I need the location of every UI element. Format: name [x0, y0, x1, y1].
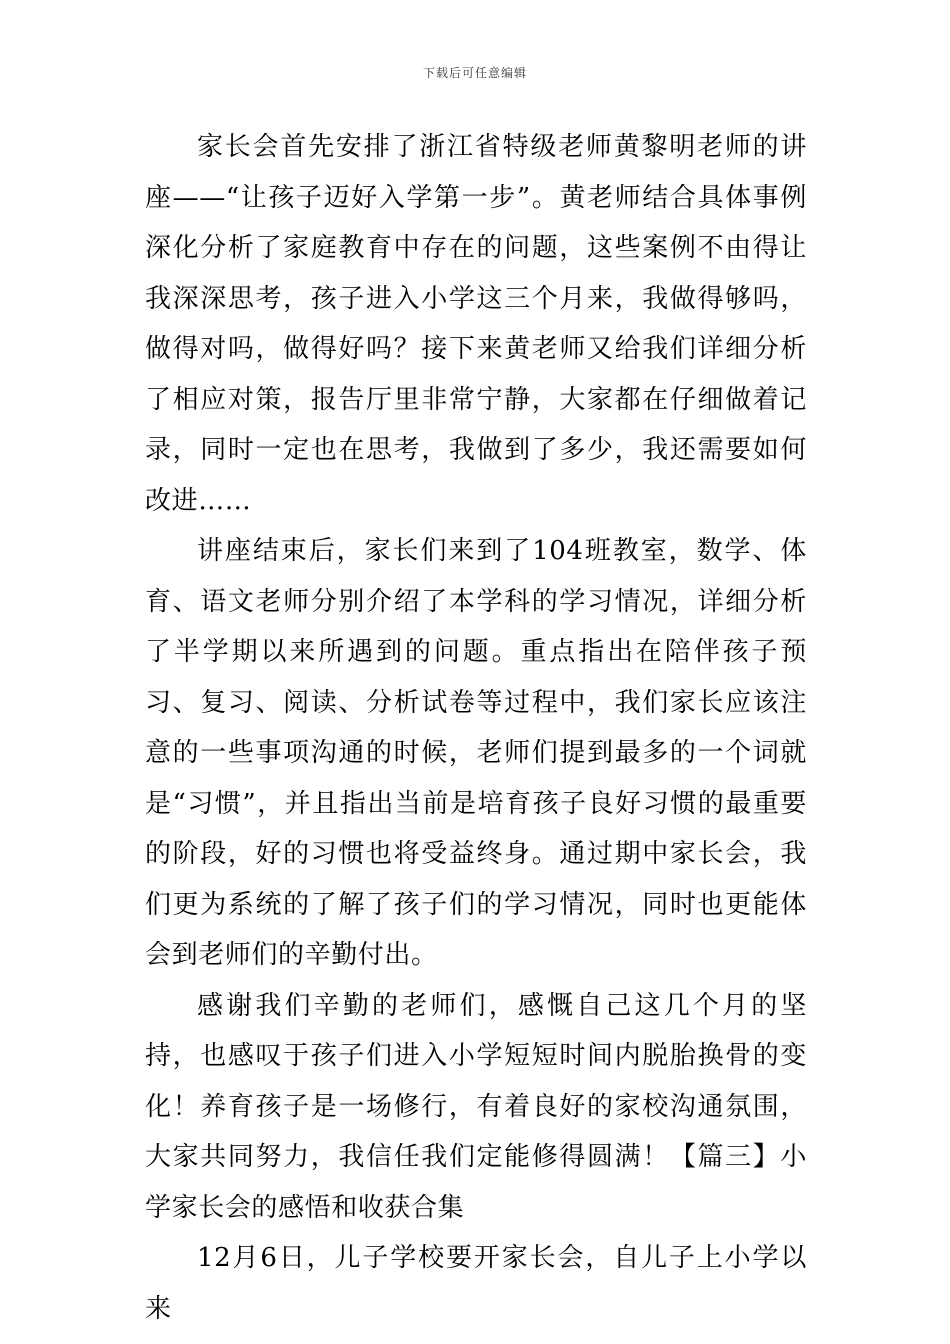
- paragraph: 12月6日，儿子学校要开家长会，自儿子上小学以来: [145, 1243, 807, 1324]
- document-body: [145, 122, 807, 1334]
- paragraph: 讲座结束后，家长们来到了104班教室，数学、体育、语文老师分别介绍了本学科的学习情况，详细分析了半学期以来所遇到的问题。重点指出在陪伴孩子预习、复习、阅读、分析试卷等过程中，我们家长应该注意的一些事项沟通的时候，老师们提到最多的一个词就是“习惯”，并且指出当前是培育孩子良好习惯的最重要的阶段，好的习惯也将受益终身。通过期中家长会，我们更为系统的了解了孩子们的学习情况，同时也更能体会到老师们的辛勤付出。: [145, 536, 807, 970]
- paragraph: 感谢我们辛勤的老师们，感慨自己这几个月的坚持，也感叹于孩子们进入小学短短时间内脱胎换骨的变化！养育孩子是一场修行，有着良好的家校沟通氛围，大家共同努力，我信任我们定能修得圆满！【篇三】小学家长会的感悟和收获合集: [145, 990, 807, 1223]
- page-header: 下载后可任意编辑: [422, 66, 527, 80]
- paragraph: 家长会首先安排了浙江省特级老师黄黎明老师的讲座——“让孩子迈好入学第一步”。黄老师结合具体事例深化分析了家庭教育中存在的问题，这些案例不由得让我深深思考，孩子进入小学这三个月来，我做得够吗，做得对吗，做得好吗？接下来黄老师又给我们详细分析了相应对策，报告厅里非常宁静，大家都在仔细做着记录，同时一定也在思考，我做到了多少，我还需要如何改进……: [145, 132, 807, 516]
